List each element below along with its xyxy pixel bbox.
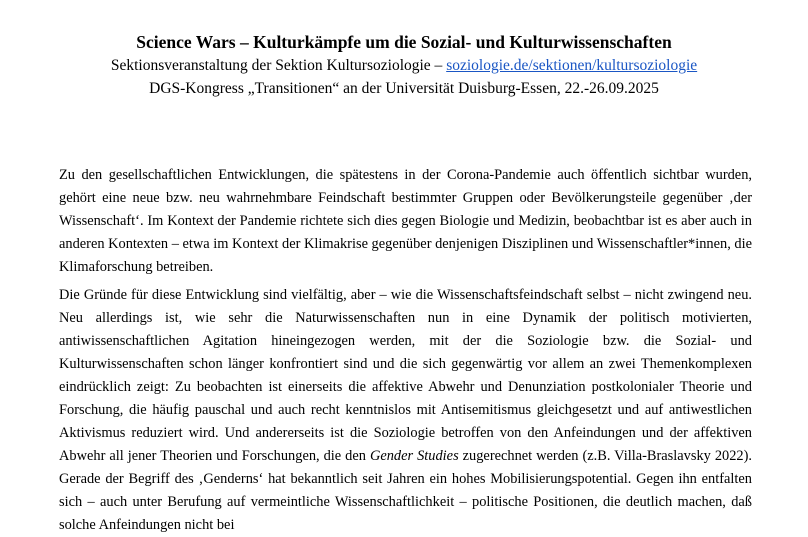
congress-line: DGS-Kongress „Transitionen“ an der Universität Duisburg-Essen, 22.-26.09.2025 bbox=[149, 80, 659, 97]
paragraph-2-text-2: zugerechnet werden (z.B. Villa-Braslavsky 2022). Gerade der Begriff des ‚Genderns‘ hat bekanntlich seit Jahren ein hohes Mobilisierungspotential. Gegen ihn entfalten sich – auch unter Berufung auf vermeintliche Wissenschaftlichkeit – politische Positionen, die deutlich machen, daß solche Anfeindungen nicht bei bbox=[59, 448, 752, 533]
document-body bbox=[59, 164, 752, 537]
paragraph-1: Zu den gesellschaftlichen Entwicklungen, die spätestens in der Corona-Pandemie auch öffentlich sichtbar wurden, gehört eine neue bzw. neu wahrnehmbare Feindschaft bestimmter Gruppen oder Bevölkerungsteile gegenüber ‚der Wissenschaft‘. Im Kontext der Pandemie richtete sich dies gegen Biologie und Medizin, beobachtbar ist es aber auch in anderen Kontexten – etwa im Kontext der Klimakrise gegenüber denjenigen Disziplinen und Wissenschaftler*innen, die Klimaforschung betreiben. bbox=[59, 167, 752, 275]
section-link[interactable]: soziologie.de/sektionen/kultursoziologie bbox=[446, 57, 698, 74]
section-line bbox=[0, 54, 808, 77]
paragraph-2 bbox=[59, 284, 752, 537]
document-title: Science Wars – Kulturkämpfe um die Sozial- und Kulturwissenschaften bbox=[136, 32, 672, 52]
document-header bbox=[0, 30, 808, 100]
gender-studies-term: Gender Studies bbox=[369, 448, 459, 464]
paragraph-2-text-1: Die Gründe für diese Entwicklung sind vielfältig, aber – wie die Wissenschaftsfeindschaft selbst – nicht zwingend neu. Neu allerdings ist, wie sehr die Naturwissenschaften nun in eine Dynamik der politisch motivierten, antiwissenschaftlichen Agitation hineingezogen werden, mit der die Soziologie bzw. die Sozial- und Kulturwissenschaften schon länger konfrontiert sind und die sich gegenwärtig vor allem an zwei Themenkomplexen eindrücklich zeigt: Zu beobachten ist einerseits die affektive Abwehr und Denunziation postkolonialer Theorie und Forschung, die häufig pauschal und auch recht kenntnislos mit Antisemitismus gleichgesetzt und auf antiwestlichen Aktivismus reduziert wird. Und andererseits ist die Soziologie betroffen von den Anfeindungen und der affektiven Abwehr all jener Theorien und Forschungen, die den bbox=[59, 287, 752, 464]
section-prefix: Sektionsveranstaltung der Sektion Kultursoziologie – bbox=[110, 57, 447, 74]
